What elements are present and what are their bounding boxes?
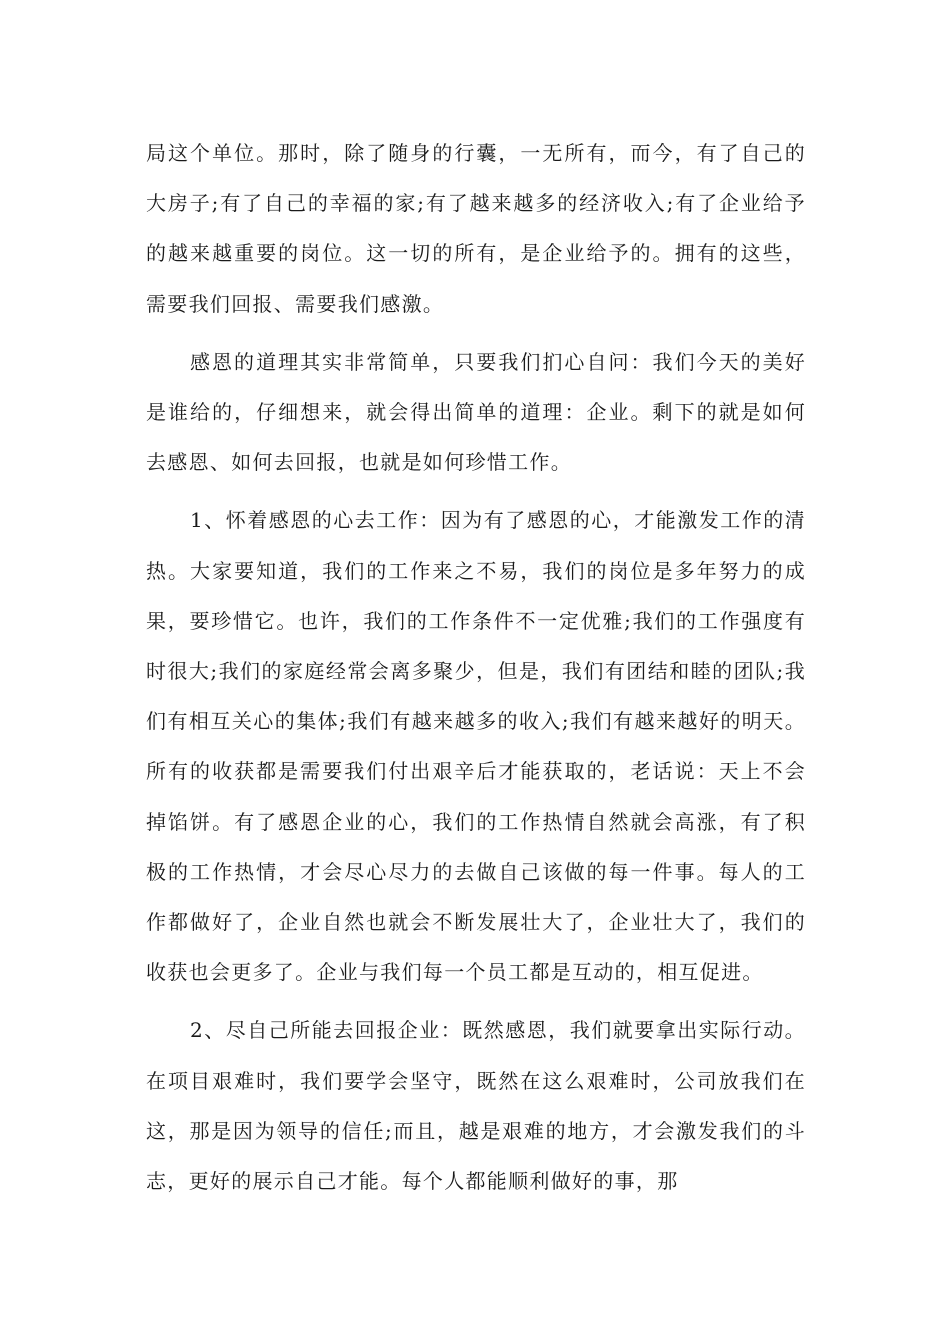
- document-body: [146, 128, 806, 1214]
- paragraph-3: 1、怀着感恩的心去工作：因为有了感恩的心，才能激发工作的清热。大家要知道，我们的工作来之不易，我们的岗位是多年努力的成果，要珍惜它。也许，我们的工作条件不一定优雅;我们的工作强度有时很大;我们的家庭经常会离多聚少，但是，我们有团结和睦的团队;我们有相互关心的集体;我们有越来越多的收入;我们有越来越好的明天。所有的收获都是需要我们付出艰辛后才能获取的，老话说：天上不会掉馅饼。有了感恩企业的心，我们的工作热情自然就会高涨，有了积极的工作热情，才会尽心尽力的去做自己该做的每一件事。每人的工作都做好了，企业自然也就会不断发展壮大了，企业壮大了，我们的收获也会更多了。企业与我们每一个员工都是互动的，相互促进。: [146, 508, 806, 985]
- paragraph-2: 感恩的道理其实非常简单，只要我们扪心自问：我们今天的美好是谁给的，仔细想来，就会得出简单的道理：企业。剩下的就是如何去感恩、如何去回报，也就是如何珍惜工作。: [146, 349, 806, 475]
- paragraph-1: 局这个单位。那时，除了随身的行囊，一无所有，而今，有了自己的大房子;有了自己的幸福的家;有了越来越多的经济收入;有了企业给予的越来越重要的岗位。这一切的所有，是企业给予的。拥有的这些，需要我们回报、需要我们感激。: [146, 141, 806, 316]
- paragraph-4: 2、尽自己所能去回报企业：既然感恩，我们就要拿出实际行动。在项目艰难时，我们要学会坚守，既然在这么艰难时，公司放我们在这，那是因为领导的信任;而且，越是艰难的地方，才会激发我们的斗志，更好的展示自己才能。每个人都能顺利做好的事，那: [146, 1018, 806, 1194]
